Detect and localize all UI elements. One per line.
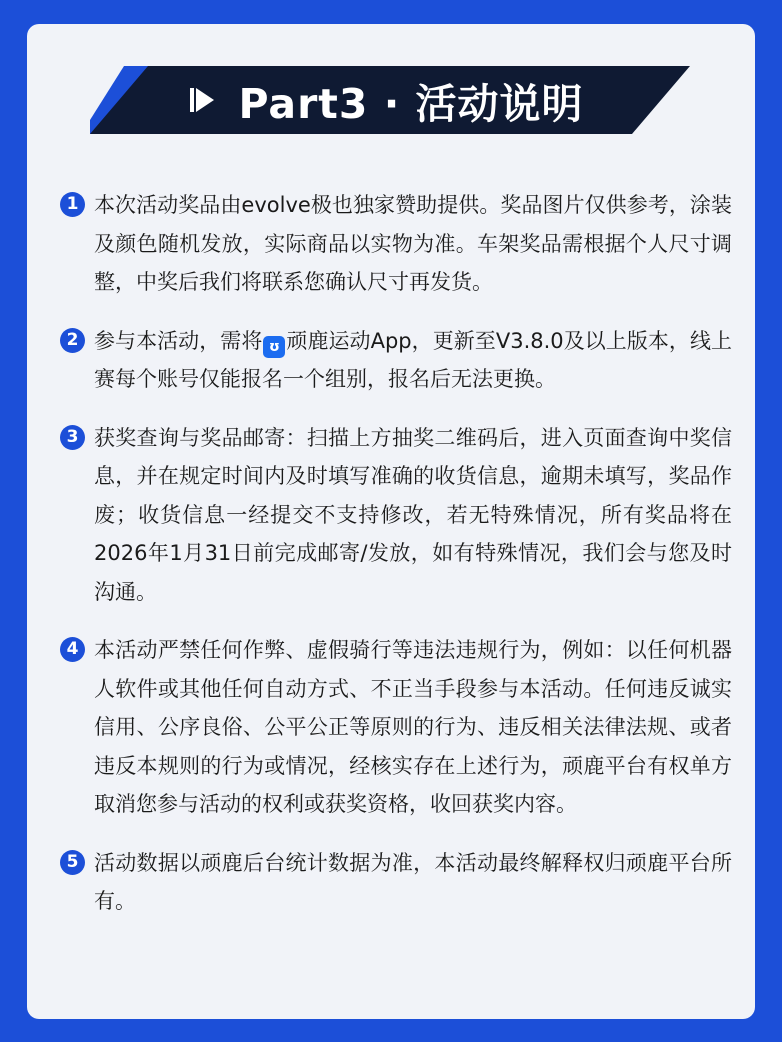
item-text: 本活动严禁任何作弊、虚假骑行等违法违规行为，例如：以任何机器人软件或其他任何自动方式、不正当手段参与本活动。任何违反诚实信用、公序良俗、公平公正等原则的行为、违反相关法律法规、或者违反本规则的行为或情况，经核实存在上述行为，顽鹿平台有权单方取消您参与活动的权利或获奖资格，收回获奖内容。 [94, 638, 732, 816]
app-logo-icon: ʊ [263, 336, 285, 358]
item-text-before: 参与本活动，需将 [94, 328, 263, 353]
item-text: 获奖查询与奖品邮寄：扫描上方抽奖二维码后，进入页面查询中奖信息，并在规定时间内及时填写准确的收货信息，逾期未填写，奖品作废；收货信息一经提交不支持修改，若无特殊情况，所有奖品将在2026年1月31日前完成邮寄/发放，如有特殊情况，我们会与您及时沟通。 [94, 425, 732, 604]
item-text: 本次活动奖品由evolve极也独家赞助提供。奖品图片仅供参考，涂装及颜色随机发放，实际商品以实物为准。车架奖品需根据个人尺寸调整，中奖后我们将联系您确认尺寸再发货。 [94, 193, 732, 294]
number-badge: 4 [60, 637, 85, 662]
item-text-after: 顽鹿运动App，更新至V3.8.0及以上版本，线上赛每个账号仅能报名一个组别，报名后无法更换。 [94, 328, 733, 391]
item-text: 活动数据以顽鹿后台统计数据为准，本活动最终解释权归顽鹿平台所有。 [94, 850, 732, 913]
number-badge: 2 [60, 328, 85, 353]
play-icon [196, 88, 214, 112]
list-item [60, 844, 732, 921]
list-item [60, 419, 732, 612]
number-badge: 1 [60, 192, 85, 217]
number-badge: 5 [60, 850, 85, 875]
rules-list [60, 186, 732, 941]
list-item [60, 631, 732, 824]
number-badge: 3 [60, 425, 85, 450]
item-text [94, 322, 732, 399]
list-item [60, 322, 732, 399]
section-title: Part3 · 活动说明 [238, 79, 584, 128]
section-banner [90, 66, 690, 134]
list-item [60, 186, 732, 302]
